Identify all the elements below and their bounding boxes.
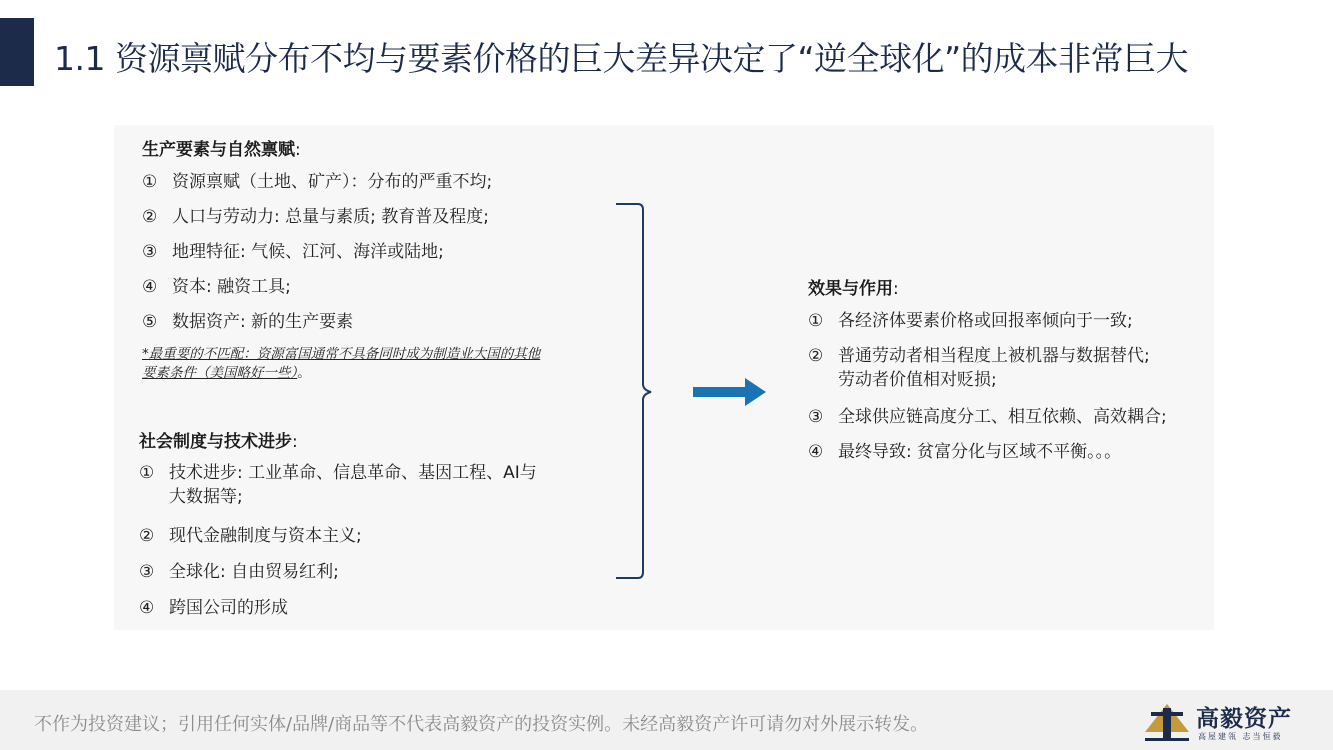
section-heading-colon: : [292, 432, 298, 452]
company-logo-name: 高毅资产 [1196, 706, 1292, 732]
item-number: ② [142, 207, 158, 227]
item-text: 最终导致: 贫富分化与区域不平衡。。。 [838, 442, 1122, 462]
factor-item [142, 310, 353, 334]
right-brace-icon [612, 198, 652, 584]
item-number: ③ [142, 242, 158, 262]
item-text-block [169, 461, 537, 509]
factor-item [142, 275, 291, 299]
section-heading-factors-text: 生产要素与自然禀赋 [142, 140, 295, 160]
item-text: 数据资产: 新的生产要素 [172, 312, 354, 332]
item-number: ② [808, 346, 824, 366]
item-number: ⑤ [142, 312, 158, 332]
effect-item [808, 344, 1150, 392]
item-text-block [838, 344, 1150, 392]
company-logo-slogan: 高屋建瓴 志当恒毅 [1198, 732, 1283, 741]
item-number: ① [808, 311, 824, 331]
disclaimer-text: 不作为投资建议；引用任何实体/品牌/商品等不代表高毅资产的投资实例。未经高毅资产许可请勿对外展示转发。 [34, 714, 929, 735]
institution-item [139, 596, 288, 620]
item-text-continued: 大数据等; [169, 487, 243, 507]
item-text: 人口与劳动力: 总量与素质; 教育普及程度; [172, 207, 489, 227]
page-title: 1.1 资源禀赋分布不均与要素价格的巨大差异决定了“逆全球化”的成本非常巨大 [54, 39, 1189, 78]
item-text: 资本: 融资工具; [172, 277, 291, 297]
effect-item [808, 309, 1133, 333]
item-number: ③ [139, 562, 155, 582]
effect-item [808, 405, 1167, 429]
item-number: ① [139, 463, 155, 483]
company-logo-icon [1143, 698, 1191, 744]
factor-item [142, 205, 489, 229]
item-text: 资源禀赋（土地、矿产）：分布的严重不均; [172, 172, 493, 192]
institution-item [139, 461, 537, 509]
title-accent-bar [0, 18, 34, 86]
note-end: 。 [297, 365, 311, 381]
right-arrow-icon [690, 376, 770, 408]
item-text: 技术进步: 工业革命、信息革命、基因工程、AI与 [169, 463, 537, 483]
item-text: 普通劳动者相当程度上被机器与数据替代; [838, 346, 1150, 366]
mismatch-note [142, 345, 612, 383]
item-number: ② [139, 526, 155, 546]
section-heading-institutions-text: 社会制度与技术进步 [139, 432, 292, 452]
item-text: 地理特征: 气候、江河、海洋或陆地; [172, 242, 444, 262]
item-text: 全球供应链高度分工、相互依赖、高效耦合; [838, 407, 1167, 427]
section-heading-colon: : [893, 279, 899, 299]
item-text: 全球化: 自由贸易红利; [169, 562, 339, 582]
factor-item [142, 170, 492, 194]
item-number: ① [142, 172, 158, 192]
section-heading-effects-text: 效果与作用 [808, 279, 893, 299]
item-text: 现代金融制度与资本主义; [169, 526, 362, 546]
note-line-2: 要素条件（美国略好一些） [142, 365, 298, 381]
institution-item [139, 524, 362, 548]
item-number: ③ [808, 407, 824, 427]
item-number: ④ [142, 277, 158, 297]
item-text: 跨国公司的形成 [169, 598, 288, 618]
note-line-1: *最重要的不匹配：资源富国通常不具备同时成为制造业大国的其他 [142, 346, 541, 362]
factor-item [142, 240, 444, 264]
institution-item [139, 560, 339, 584]
section-heading-effects [808, 274, 899, 299]
item-text-continued: 劳动者价值相对贬损; [838, 370, 997, 390]
effect-item [808, 440, 1121, 464]
section-heading-factors [142, 135, 301, 160]
item-text: 各经济体要素价格或回报率倾向于一致; [838, 311, 1133, 331]
item-number: ④ [808, 442, 824, 462]
section-heading-institutions [139, 427, 298, 452]
item-number: ④ [139, 598, 155, 618]
section-heading-colon: : [295, 140, 301, 160]
